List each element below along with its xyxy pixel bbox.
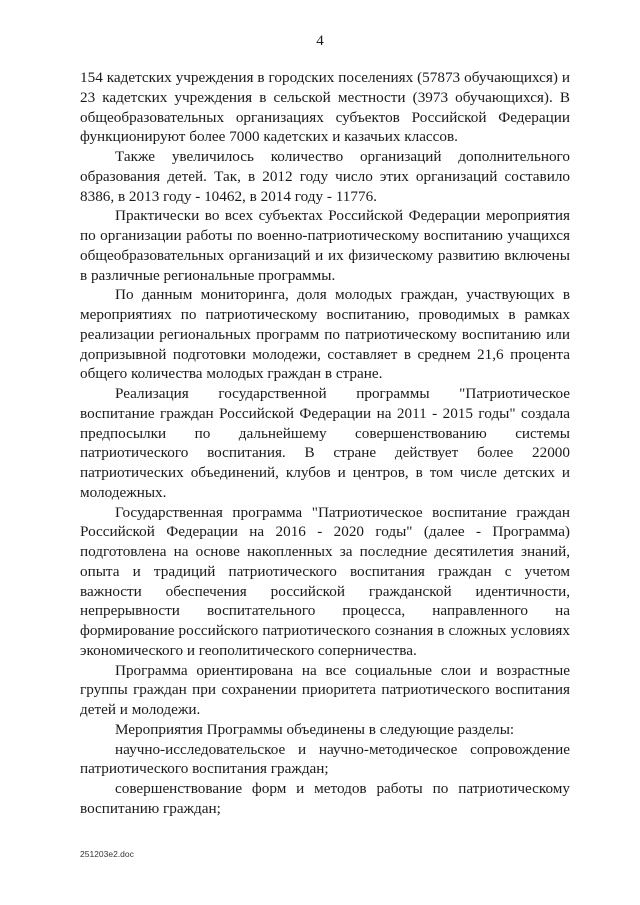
paragraph-regional-programs: Практически во всех субъектах Российской Федерации мероприятия по организации работы по военно-патриотическому воспитанию учащихся общеобразовательных организаций и их физическому развитию включены в различные региональные программы. [80, 207, 570, 284]
footer-filename: 251203e2.doc [80, 849, 134, 859]
list-item-methods-improvement: совершенствование форм и методов работы по патриотическому воспитанию граждан; [80, 780, 570, 817]
paragraph-program-2016-2020: Государственная программа "Патриотическое воспитание граждан Российской Федерации на 2016 - 2020 годы" (далее - Программа) подготовлена на основе накопленных за последние десятилетия знаний, опыта и традиций патриотического воспитания граждан с учетом важности обеспечения российской гражданской идентичности, непрерывности воспитательного процесса, направленного на формирование российского патриотического сознания в сложных условиях экономического и геополитического соперничества. [80, 503, 570, 659]
paragraph-program-sections: Мероприятия Программы объединены в следующие разделы: [115, 720, 515, 738]
paragraph-additional-education: Также увеличилось количество организаций дополнительного образования детей. Так, в 2012 году число этих организаций составило 8386, в 2013 году - 10462, в 2014 году - 11776. [80, 148, 570, 205]
paragraph-program-2011-2015: Реализация государственной программы "Патриотическое воспитание граждан Российской Федерации на 2011 - 2015 годы" создала предпосылки по дальнейшему совершенствованию системы патриотического воспитания. В стране действует более 22000 патриотических объединений, клубов и центров, в том числе детских и молодежных. [80, 385, 570, 501]
document-body [80, 68, 570, 819]
list-item-scientific-support: научно-исследовательское и научно-методическое сопровождение патриотического воспитания граждан; [80, 740, 570, 778]
paragraph-monitoring: По данным мониторинга, доля молодых граждан, участвующих в мероприятиях по патриотическому воспитанию, проводимых в рамках реализации региональных программ по патриотическому воспитанию или допризывной подготовки молодежи, составляет в среднем 21,6 процента общего количества молодых граждан в стране. [80, 286, 570, 383]
paragraph-cadet-institutions: 154 кадетских учреждения в городских поселениях (57873 обучающихся) и 23 кадетских учреждения в сельской местности (3973 обучающихся). В общеобразовательных организациях субъектов Российской Федерации функционируют более 7000 кадетских и казачьих классов. [80, 69, 570, 146]
paragraph-program-orientation: Программа ориентирована на все социальные слои и возрастные группы граждан при сохранении приоритета патриотического воспитания детей и молодежи. [80, 661, 570, 718]
page-number: 4 [316, 33, 324, 49]
